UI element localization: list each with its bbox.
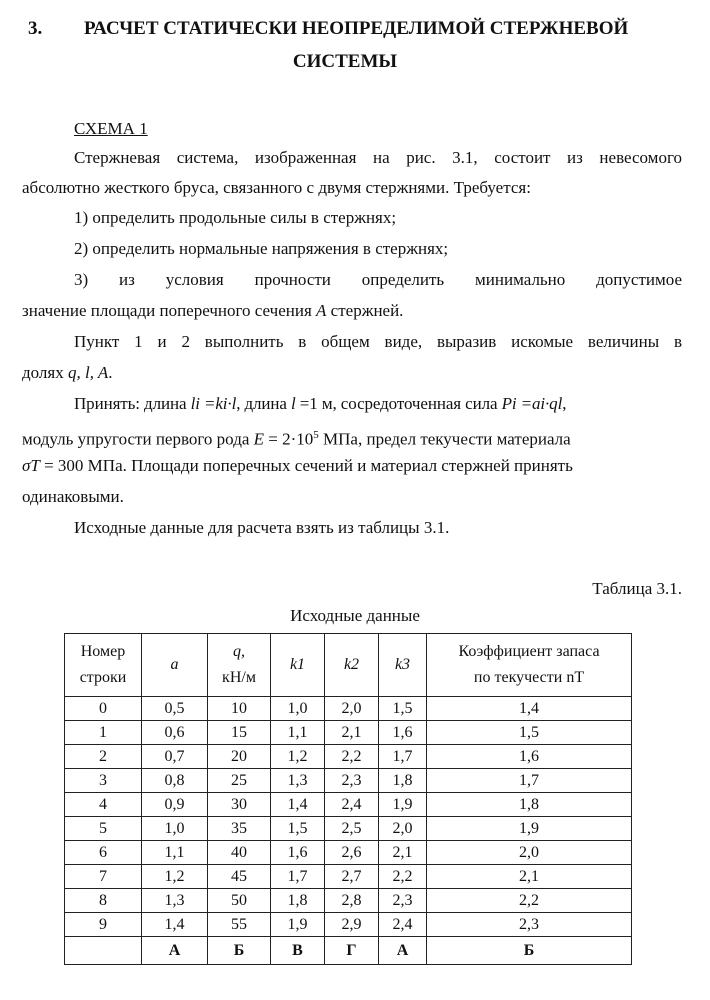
table-caption: Таблица 3.1.: [592, 579, 682, 598]
table-cell: 1,8: [427, 793, 632, 817]
table-cell: 1,7: [427, 769, 632, 793]
table-cell: 1,6: [271, 841, 325, 865]
section-title-line-1: РАСЧЕТ СТАТИЧЕСКИ НЕОПРЕДЕЛИМОЙ СТЕРЖНЕВОЙ: [84, 18, 629, 39]
variables-list: q, l, A: [67, 363, 109, 382]
table-cell: 0,6: [142, 721, 208, 745]
table-cell: 2,0: [325, 697, 379, 721]
table-cell: 2,1: [325, 721, 379, 745]
table-row: [65, 865, 632, 889]
table-cell: 2,6: [325, 841, 379, 865]
table-cell: 1,5: [271, 817, 325, 841]
task-1: 1) определить продольные силы в стержнях;: [74, 208, 397, 227]
table-cell: 1,2: [271, 745, 325, 769]
table-cell: 5: [65, 817, 142, 841]
table-header-row: [65, 634, 632, 697]
task-3-line-2: значение площади поперечного сечения A стержней.: [22, 301, 404, 320]
intro-line-2: абсолютно жесткого бруса, связанного с двумя стержнями. Требуется:: [22, 178, 531, 197]
table-cell: 2,9: [325, 913, 379, 937]
header-a: a: [142, 634, 208, 697]
table-cell: 55: [208, 913, 271, 937]
table-cell: 1,8: [271, 889, 325, 913]
header-safety-factor: Коэффициент запаса по текучести nT: [427, 634, 632, 697]
table-cell: 2,2: [379, 865, 427, 889]
table-cell: 1,4: [271, 793, 325, 817]
table-cell: 1: [65, 721, 142, 745]
table-cell: 1,9: [271, 913, 325, 937]
table-cell: 2,5: [325, 817, 379, 841]
table-row: [65, 913, 632, 937]
footer-cell: Б: [427, 937, 632, 965]
table-cell: 50: [208, 889, 271, 913]
table-cell: 1,5: [379, 697, 427, 721]
accept-line-4: одинаковыми.: [22, 487, 124, 506]
table-cell: 40: [208, 841, 271, 865]
table-cell: 2,0: [427, 841, 632, 865]
table-row: [65, 697, 632, 721]
intro-line-1: Стержневая система, изображенная на рис. 3.1, состоит из невесомого: [74, 148, 682, 167]
table-row: [65, 745, 632, 769]
table-cell: 2,3: [427, 913, 632, 937]
table-footer-row: [65, 937, 632, 965]
yield-stress-symbol: σT: [22, 456, 40, 475]
footer-cell: А: [142, 937, 208, 965]
area-variable: A: [316, 301, 327, 320]
table-cell: 1,3: [271, 769, 325, 793]
footer-cell: А: [379, 937, 427, 965]
table-cell: 1,0: [142, 817, 208, 841]
general-line-2: долях q, l, A.: [22, 363, 113, 382]
header-k3: k3: [379, 634, 427, 697]
table-cell: 2,3: [379, 889, 427, 913]
table-cell: 0: [65, 697, 142, 721]
force-formula: Pi =ai·ql: [501, 394, 563, 413]
table-cell: 1,1: [271, 721, 325, 745]
schema-title: СХЕМА 1: [74, 119, 148, 138]
table-cell: 4: [65, 793, 142, 817]
schema-title-line: [22, 114, 682, 144]
table-cell: 1,2: [142, 865, 208, 889]
table-cell: 1,8: [379, 769, 427, 793]
section-title-line-2: СИСТЕМЫ: [292, 51, 398, 72]
table-row: [65, 889, 632, 913]
table-cell: 0,8: [142, 769, 208, 793]
table-row: [65, 721, 632, 745]
accept-line-2: модуль упругости первого рода $E = 2\cdot 10^5$ МПа, предел текучести материала: [22, 429, 571, 449]
accept-line-3: σT = 300 МПа. Площади поперечных сечений и материал стержней принять: [22, 456, 573, 475]
footer-cell: [65, 937, 142, 965]
table-cell: 3: [65, 769, 142, 793]
table-cell: 2,2: [427, 889, 632, 913]
table-cell: 0,9: [142, 793, 208, 817]
table-cell: 0,7: [142, 745, 208, 769]
table-cell: 2,4: [379, 913, 427, 937]
table-cell: 30: [208, 793, 271, 817]
length-formula: li =ki·l: [190, 394, 237, 413]
section-number: 3.: [28, 18, 43, 39]
table-cell: 1,6: [427, 745, 632, 769]
table-cell: 6: [65, 841, 142, 865]
table-cell: 1,0: [271, 697, 325, 721]
table-cell: 10: [208, 697, 271, 721]
table-title: Исходные данные: [290, 606, 420, 625]
task-3-line-1: 3) из условия прочности определить минимально допустимое: [74, 270, 682, 289]
table-row: [65, 769, 632, 793]
table-cell: 1,3: [142, 889, 208, 913]
footer-cell: Б: [208, 937, 271, 965]
table-cell: 1,6: [379, 721, 427, 745]
table-cell: 35: [208, 817, 271, 841]
table-cell: 1,9: [427, 817, 632, 841]
table-cell: 2,8: [325, 889, 379, 913]
table-row: [65, 793, 632, 817]
table-cell: 1,4: [427, 697, 632, 721]
header-k2: k2: [325, 634, 379, 697]
footer-cell: Г: [325, 937, 379, 965]
data-table: [64, 633, 632, 965]
table-cell: 1,9: [379, 793, 427, 817]
table-cell: 45: [208, 865, 271, 889]
general-line-1: Пункт 1 и 2 выполнить в общем виде, выразив искомые величины в: [74, 332, 682, 351]
table-cell: 2,1: [427, 865, 632, 889]
table-cell: 9: [65, 913, 142, 937]
task-2: 2) определить нормальные напряжения в стержнях;: [74, 239, 449, 258]
source-note: Исходные данные для расчета взять из таблицы 3.1.: [74, 518, 450, 537]
header-row-number: Номер строки: [65, 634, 142, 697]
table-cell: 2,3: [325, 769, 379, 793]
table-row: [65, 817, 632, 841]
table-cell: 25: [208, 769, 271, 793]
table-cell: 2,2: [325, 745, 379, 769]
header-k1: k1: [271, 634, 325, 697]
table-cell: 2,1: [379, 841, 427, 865]
table-cell: 2,4: [325, 793, 379, 817]
table-row: [65, 841, 632, 865]
table-cell: 1,7: [379, 745, 427, 769]
table-cell: 8: [65, 889, 142, 913]
table-cell: 0,5: [142, 697, 208, 721]
table-cell: 15: [208, 721, 271, 745]
table-cell: 1,7: [271, 865, 325, 889]
table-cell: 7: [65, 865, 142, 889]
accept-line-1: Принять: длина li =ki·l, длина l =1 м, сосредоточенная сила Pi =ai·ql,: [74, 394, 567, 413]
header-q: q, кН/м: [208, 634, 271, 697]
footer-cell: В: [271, 937, 325, 965]
table-cell: 2,0: [379, 817, 427, 841]
table-cell: 1,4: [142, 913, 208, 937]
table-cell: 1,5: [427, 721, 632, 745]
table-cell: 20: [208, 745, 271, 769]
table-cell: 1,1: [142, 841, 208, 865]
table-cell: 2: [65, 745, 142, 769]
table-cell: 2,7: [325, 865, 379, 889]
